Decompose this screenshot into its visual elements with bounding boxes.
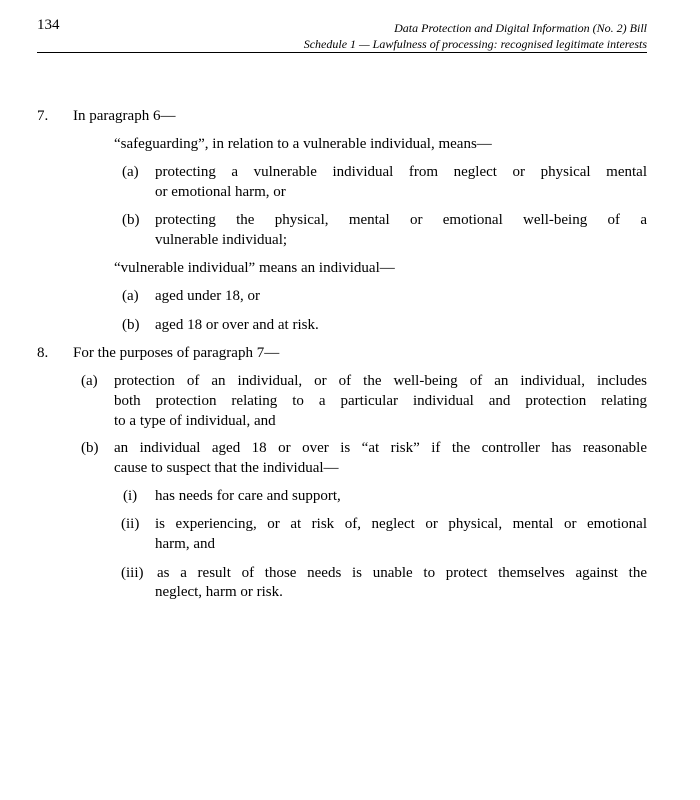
paragraph-7-intro: In paragraph 6— bbox=[73, 108, 176, 124]
paragraph-8-ii-label: (ii) bbox=[121, 516, 140, 532]
paragraph-8-a-line-1: protection of an individual, or of the well-being of an individual, includes bbox=[114, 373, 647, 389]
paragraph-8-b-line-1: an individual aged 18 or over is “at risk” if the controller has reasonable bbox=[114, 440, 647, 456]
vulnerable-b-label: (b) bbox=[122, 317, 140, 333]
paragraph-7-number: 7. bbox=[37, 108, 49, 124]
vulnerable-individual-definition: “vulnerable individual” means an individual— bbox=[114, 260, 395, 276]
safeguarding-b-label: (b) bbox=[122, 212, 140, 228]
paragraph-8-iii-line-1: as a result of those needs is unable to protect themselves against the bbox=[157, 565, 647, 581]
safeguarding-definition: “safeguarding”, in relation to a vulnerable individual, means— bbox=[114, 136, 492, 152]
safeguarding-b-line-2: vulnerable individual; bbox=[155, 232, 288, 248]
safeguarding-b-line-1: protecting the physical, mental or emotional well-being of a bbox=[155, 212, 647, 228]
paragraph-8-iii-line-2: neglect, harm or risk. bbox=[155, 584, 283, 600]
paragraph-8-a-label: (a) bbox=[81, 373, 98, 389]
bill-title: Data Protection and Digital Information (No. 2) Bill bbox=[394, 21, 647, 35]
schedule-title: Schedule 1 — Lawfulness of processing: recognised legitimate interests bbox=[303, 37, 647, 51]
paragraph-8-i-text: has needs for care and support, bbox=[155, 488, 341, 504]
paragraph-8-a-line-2: both protection relating to a particular individual and protection relating bbox=[114, 393, 647, 409]
safeguarding-a-line-1: protecting a vulnerable individual from neglect or physical mental bbox=[155, 164, 647, 180]
paragraph-8-i-label: (i) bbox=[123, 488, 138, 504]
paragraph-8-ii-line-1: is experiencing, or at risk of, neglect or physical, mental or emotional bbox=[155, 516, 647, 532]
paragraph-8-a-line-3: to a type of individual, and bbox=[114, 413, 276, 429]
paragraph-8-iii-label: (iii) bbox=[121, 565, 144, 581]
safeguarding-a-line-2: or emotional harm, or bbox=[155, 184, 286, 200]
page-number: 134 bbox=[37, 17, 60, 33]
paragraph-8-ii-line-2: harm, and bbox=[155, 536, 215, 552]
vulnerable-a-label: (a) bbox=[122, 288, 139, 304]
vulnerable-b-text: aged 18 or over and at risk. bbox=[155, 317, 319, 333]
paragraph-8-number: 8. bbox=[37, 345, 49, 361]
safeguarding-a-label: (a) bbox=[122, 164, 139, 180]
vulnerable-a-text: aged under 18, or bbox=[155, 288, 260, 304]
header-rule bbox=[37, 52, 647, 53]
running-header bbox=[304, 20, 647, 52]
paragraph-8-b-label: (b) bbox=[81, 440, 99, 456]
paragraph-8-intro: For the purposes of paragraph 7— bbox=[73, 345, 280, 361]
paragraph-8-b-line-2: cause to suspect that the individual— bbox=[114, 460, 339, 476]
